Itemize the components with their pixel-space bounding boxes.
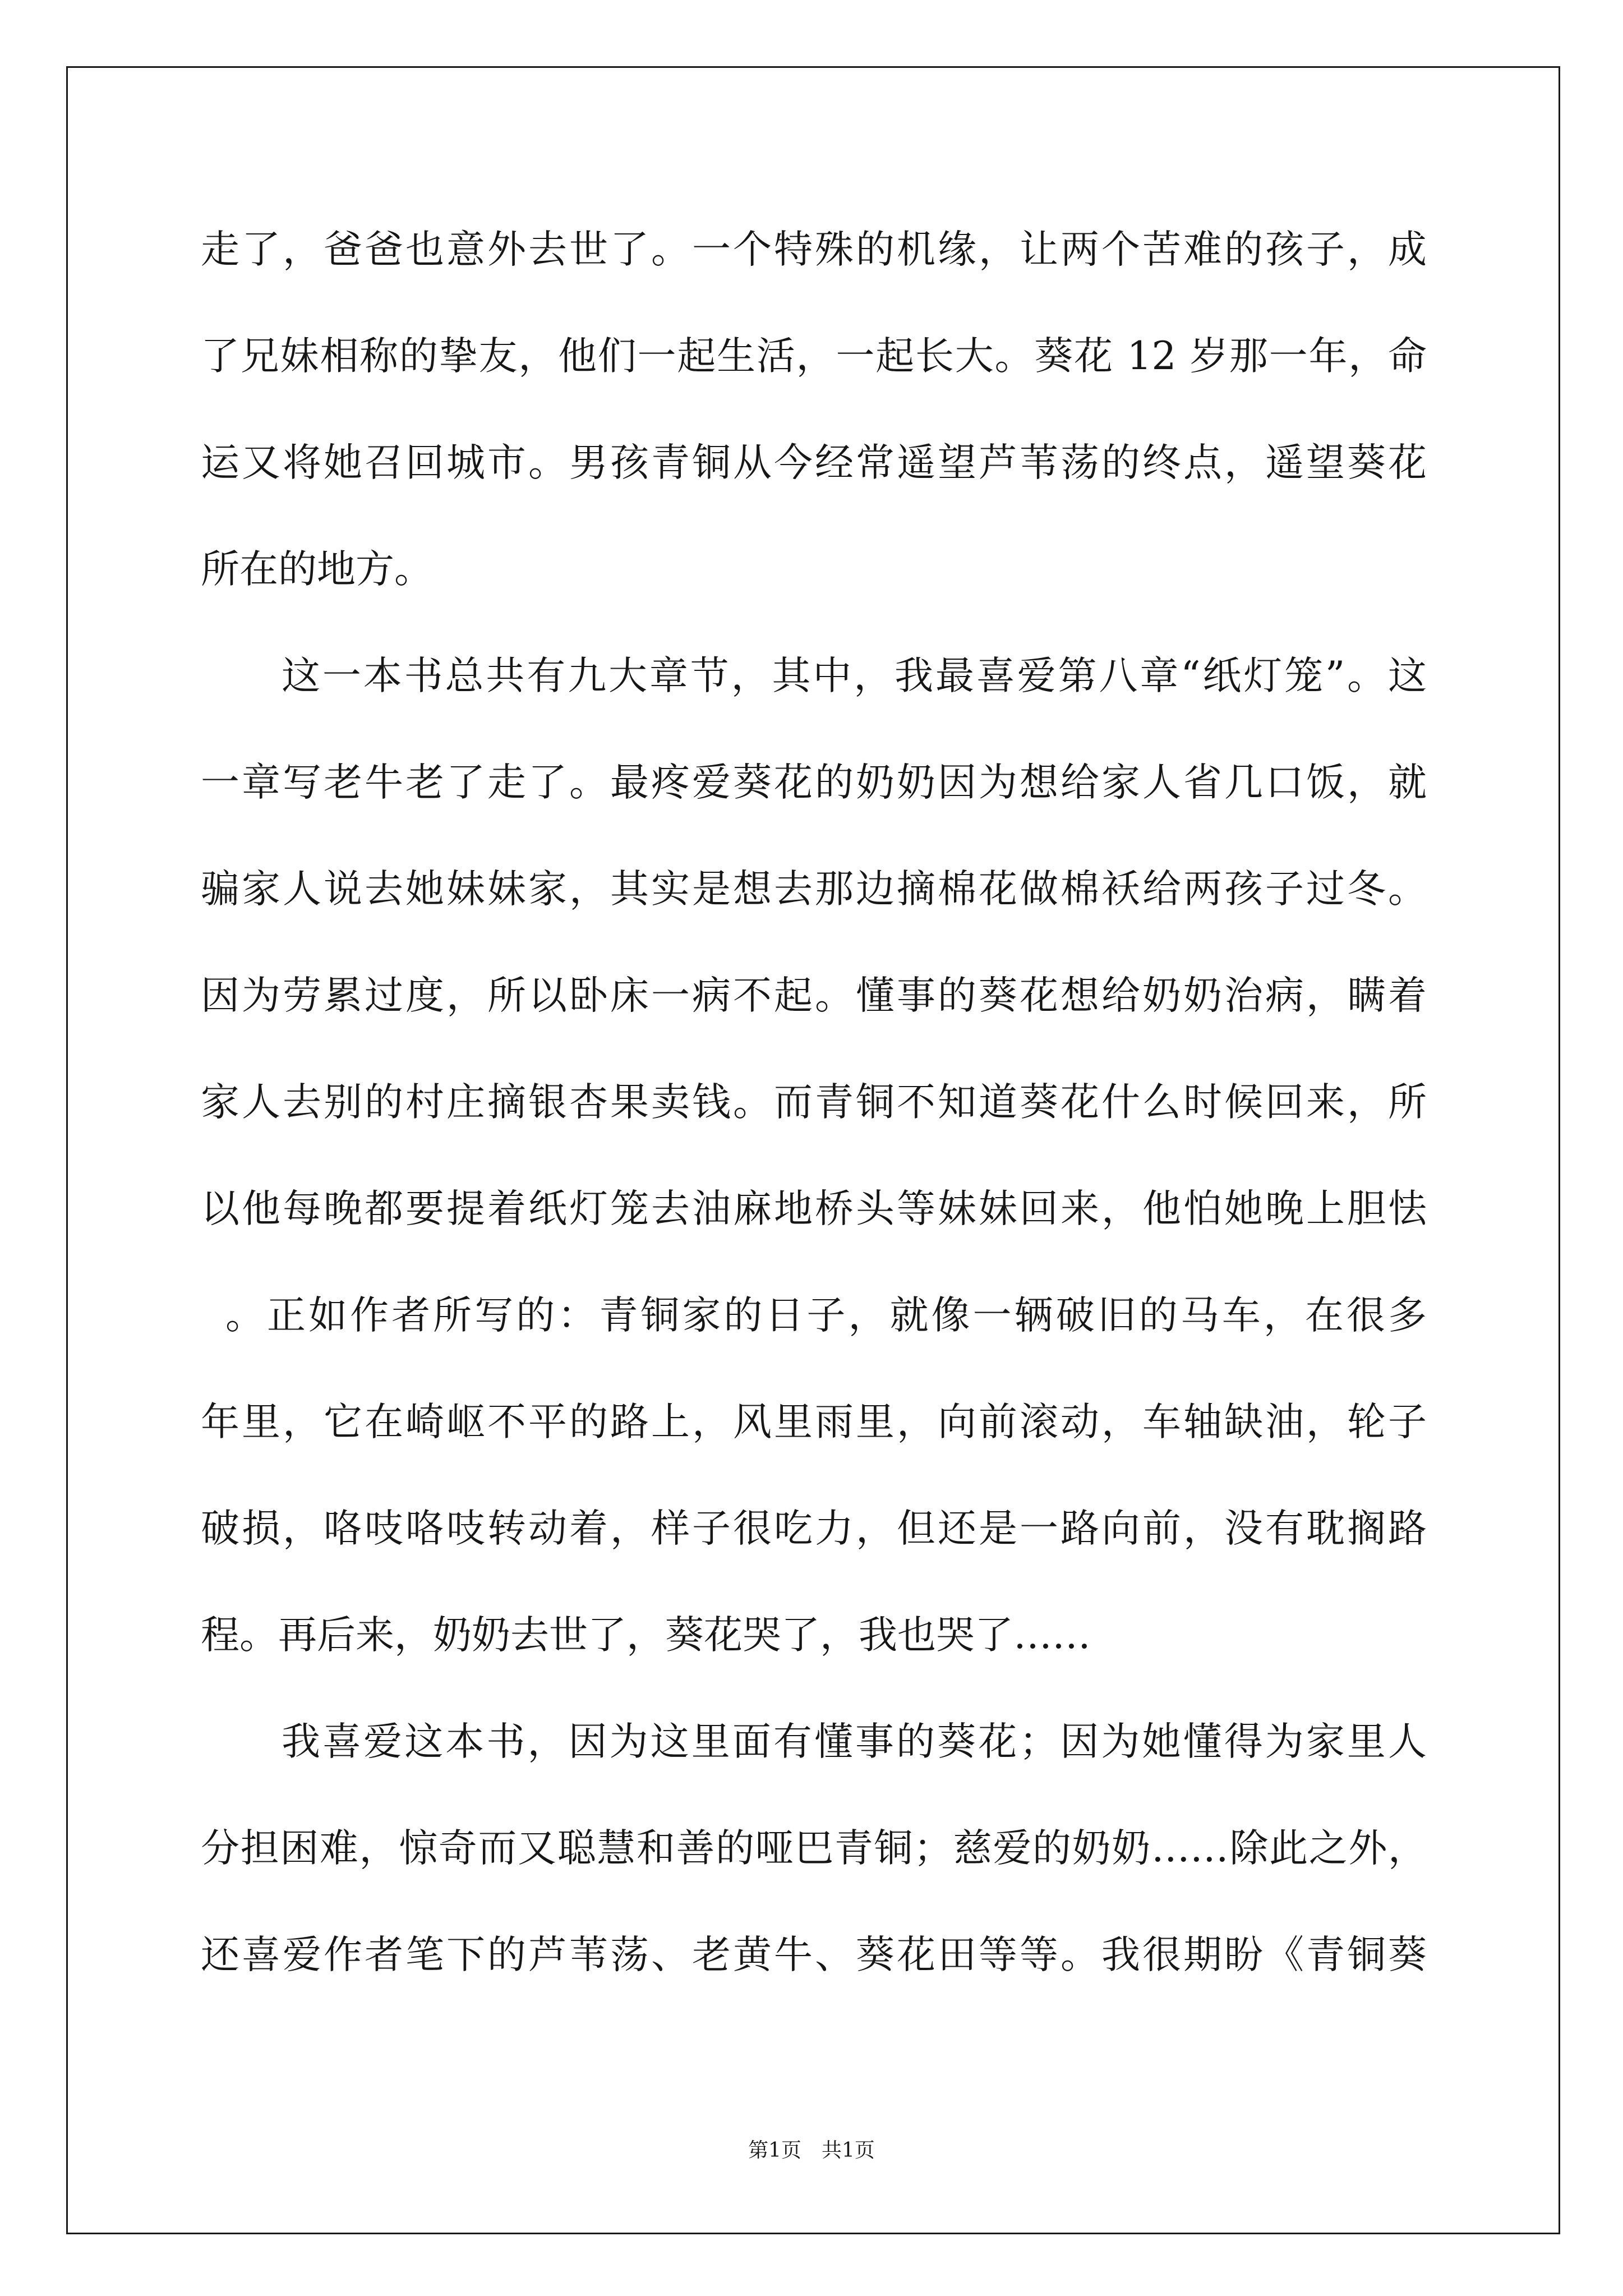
text-line: 所在的地方。 — [201, 547, 433, 592]
page-footer: 第1页 共1页 — [748, 2139, 875, 2162]
text-line: 运又将她召回城市。男孩青铜从今经常遥望芦苇荡的终点，遥望葵花 — [201, 440, 1427, 485]
text-line: 。正如作者所写的：青铜家的日子，就像一辆破旧的马车，在很多 — [225, 1293, 1427, 1338]
text-line: 走了，爸爸也意外去世了。一个特殊的机缘，让两个苦难的孩子，成 — [201, 227, 1427, 272]
paragraph — [201, 196, 1427, 623]
text-line: 这一本书总共有九大章节，其中，我最喜爱第八章“纸灯笼”。这 — [282, 654, 1427, 698]
body-text — [201, 196, 1427, 2008]
text-line: 破损，咯吱咯吱转动着，样子很吃力，但还是一路向前，没有耽搁路 — [201, 1506, 1427, 1551]
text-line: 因为劳累过度，所以卧床一病不起。懂事的葵花想给奶奶治病，瞒着 — [201, 973, 1427, 1018]
text-line: 家人去别的村庄摘银杏果卖钱。而青铜不知道葵花什么时候回来，所 — [201, 1080, 1427, 1125]
paragraph — [201, 623, 1427, 1688]
text-line: 一章写老牛老了走了。最疼爱葵花的奶奶因为想给家人省几口饭，就 — [201, 760, 1427, 805]
text-line: 还喜爱作者笔下的芦苇荡、老黄牛、葵花田等等。我很期盼《青铜葵 — [201, 1932, 1427, 1977]
text-line: 我喜爱这本书，因为这里面有懂事的葵花；因为她懂得为家里人 — [282, 1719, 1427, 1764]
text-line: 分担困难，惊奇而又聪慧和善的哑巴青铜；慈爱的奶奶……除此之外， — [201, 1826, 1427, 1871]
text-line: 了兄妹相称的挚友，他们一起生活，一起长大。葵花 12 岁那一年，命 — [201, 334, 1427, 379]
paragraph — [201, 1688, 1427, 2008]
text-line: 年里，它在崎岖不平的路上，风里雨里，向前滚动，车轴缺油，轮子 — [201, 1400, 1427, 1444]
text-line: 骗家人说去她妹妹家，其实是想去那边摘棉花做棉袄给两孩子过冬。 — [201, 867, 1427, 912]
text-line: 程。再后来，奶奶去世了，葵花哭了，我也哭了…… — [201, 1613, 1091, 1658]
text-line: 以他每晚都要提着纸灯笼去油麻地桥头等妹妹回来，他怕她晚上胆怯 — [201, 1186, 1427, 1231]
